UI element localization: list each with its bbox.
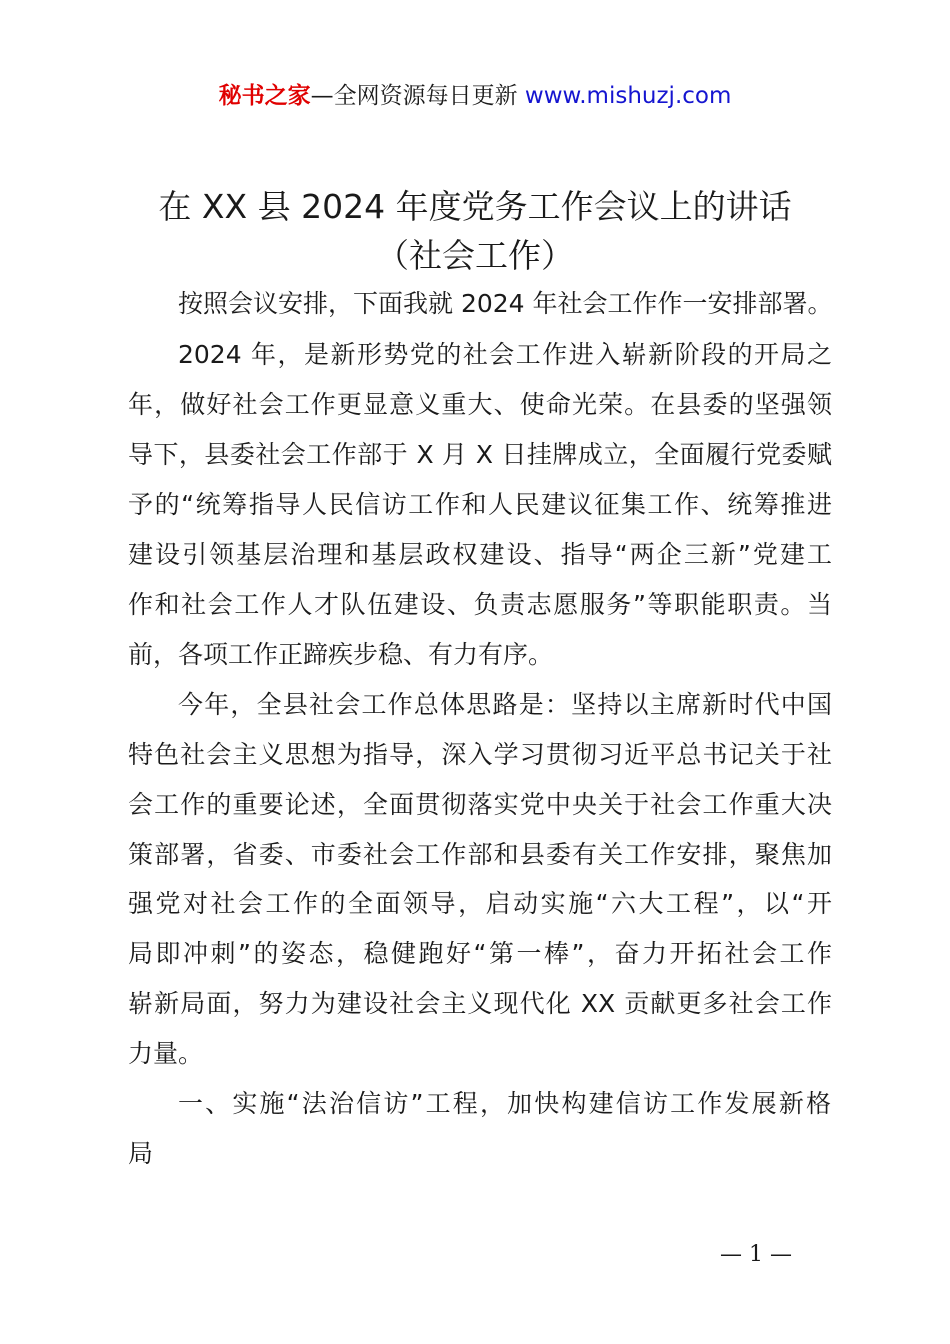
text-line: 力量。: [128, 1039, 204, 1068]
text-line: 局即冲刺”的姿态，稳健跑好“第一棒”，奋力开拓社会工作: [128, 939, 832, 968]
document-subtitle: （社会工作）: [376, 236, 574, 275]
text-line: 建设引领基层治理和基层政权建设、指导“两企三新”党建工: [128, 540, 832, 569]
text-line: 按照会议安排，下面我就 2024 年社会工作作一安排部署。: [178, 289, 833, 318]
text-line: 予的“统筹指导人民信访工作和人民建议征集工作、统筹推进: [128, 490, 832, 519]
text-line: 崭新局面，努力为建设社会主义现代化 XX 贡献更多社会工作: [128, 989, 832, 1018]
site-tagline: —全网资源每日更新: [310, 83, 518, 109]
text-line: 今年，全县社会工作总体思路是：坚持以主席新时代中国: [178, 690, 832, 719]
site-brand: 秘书之家: [218, 83, 311, 109]
section-heading-continued: 局: [128, 1139, 155, 1168]
text-line: 年，做好社会工作更显意义重大、使命光荣。在县委的坚强领: [128, 390, 832, 419]
text-line: 2024 年，是新形势党的社会工作进入崭新阶段的开局之: [178, 340, 832, 369]
text-line: 前，各项工作正蹄疾步稳、有力有序。: [128, 640, 554, 669]
site-url-link[interactable]: www.mishuzj.com: [524, 83, 732, 109]
section-heading: 一、实施“法治信访”工程，加快构建信访工作发展新格: [178, 1089, 832, 1118]
text-line: 作和社会工作人才队伍建设、负责志愿服务”等职能职责。当: [128, 590, 832, 619]
page-number: — 1 —: [720, 1242, 792, 1267]
site-banner: [0, 80, 950, 112]
text-line: 强党对社会工作的全面领导，启动实施“六大工程”，以“开: [128, 889, 832, 918]
text-line: 特色社会主义思想为指导，深入学习贯彻习近平总书记关于社: [128, 740, 832, 769]
document-title: 在 XX 县 2024 年度党务工作会议上的讲话: [158, 187, 792, 226]
text-line: 会工作的重要论述，全面贯彻落实党中央关于社会工作重大决: [128, 790, 832, 819]
text-line: 策部署，省委、市委社会工作部和县委有关工作安排，聚焦加: [128, 840, 832, 869]
text-line: 导下，县委社会工作部于 X 月 X 日挂牌成立，全面履行党委赋: [128, 440, 832, 469]
